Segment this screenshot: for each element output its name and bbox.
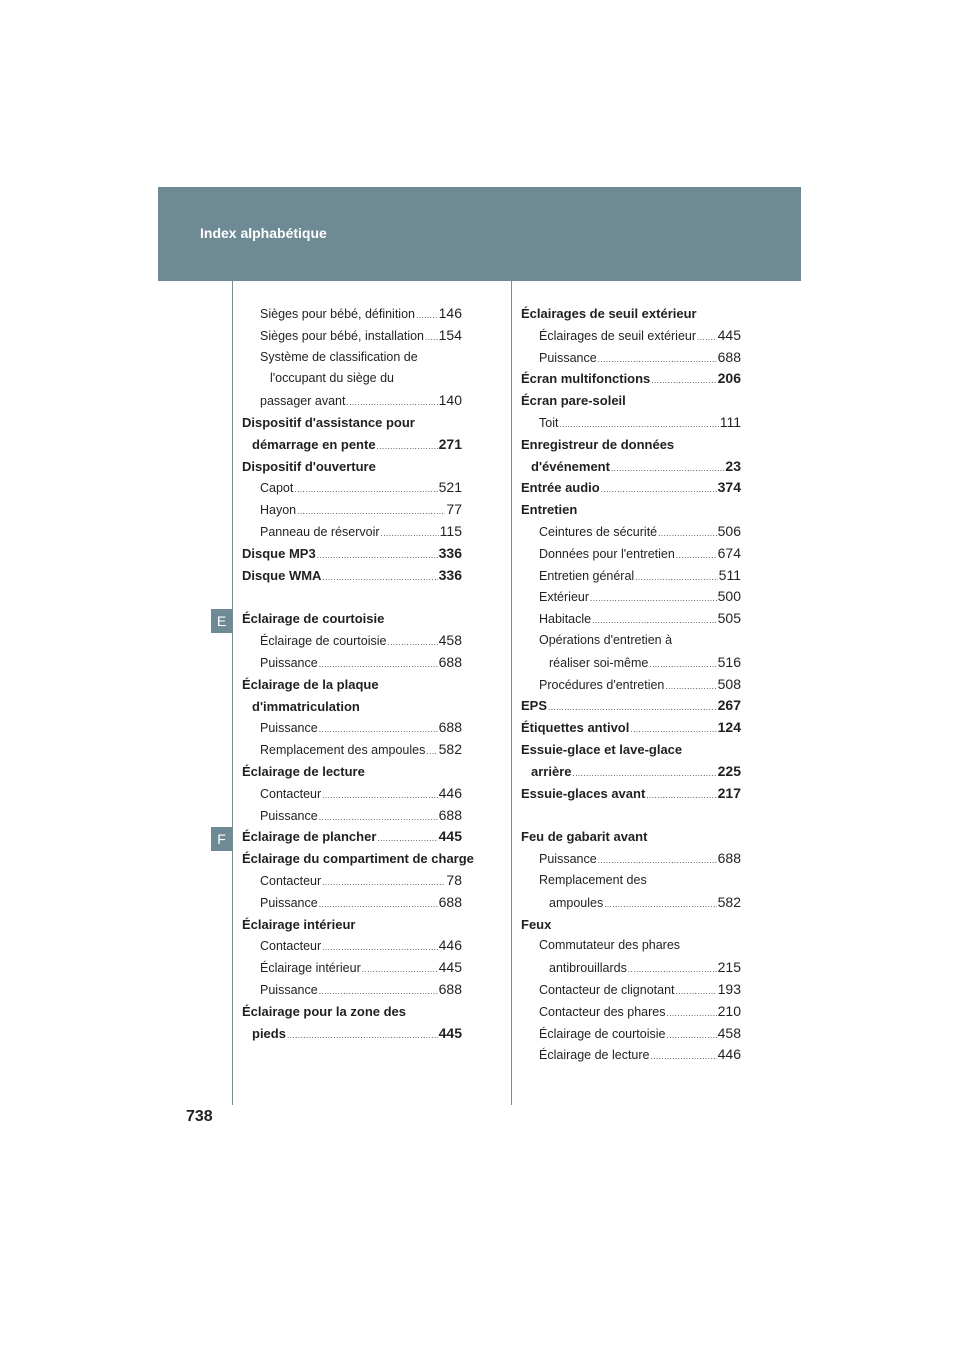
dot-leader (651, 368, 716, 392)
index-entry[interactable] (242, 935, 462, 957)
entry-label: Contacteur (260, 786, 322, 801)
entry-label: Puissance (539, 350, 597, 365)
index-entry (521, 914, 741, 936)
entry-label: Contacteur de clignotant (539, 982, 675, 997)
dot-leader (649, 653, 716, 676)
page-number: 738 (186, 1108, 213, 1125)
index-entry[interactable] (242, 1023, 462, 1045)
entry-page-number[interactable]: 115 (439, 522, 462, 539)
entry-label: Écran multifonctions (521, 371, 651, 387)
entry-label: Disque WMA (242, 567, 322, 583)
dot-leader (572, 761, 716, 785)
entry-label: Entrée audio (521, 480, 600, 496)
entry-label: Commutateur des phares (539, 938, 681, 953)
index-entry[interactable] (521, 368, 741, 390)
dot-leader (635, 566, 717, 589)
index-entry (242, 368, 462, 390)
entry-label: Éclairage de lecture (242, 763, 365, 779)
index-entry[interactable] (242, 543, 462, 565)
index-entry[interactable] (521, 652, 741, 674)
entry-label: Puissance (260, 721, 318, 736)
entry-page-number[interactable]: 458 (438, 632, 462, 649)
entry-label: Essuie-glace et lave-glace (521, 741, 683, 757)
entry-label: Sièges pour bébé, installation (260, 328, 425, 343)
index-entry (242, 608, 462, 630)
entry-page-number[interactable]: 688 (438, 980, 462, 997)
entry-label: Contacteur (260, 939, 322, 954)
dot-leader (630, 717, 716, 741)
index-entry (521, 739, 741, 761)
entry-label: Remplacement des (539, 872, 647, 887)
index-entry[interactable] (521, 586, 741, 608)
index-entry[interactable] (521, 761, 741, 783)
entry-page-number[interactable]: 688 (438, 719, 462, 736)
entry-page-number[interactable]: 445 (717, 326, 741, 343)
dot-leader (548, 695, 717, 719)
entry-page-number[interactable]: 215 (717, 959, 741, 976)
dot-leader (319, 718, 438, 741)
index-entry[interactable] (242, 805, 462, 827)
index-entry[interactable] (242, 521, 462, 543)
index-entry[interactable] (242, 499, 462, 521)
entry-label: Puissance (260, 655, 318, 670)
index-entry[interactable] (521, 456, 741, 478)
entry-page-number[interactable]: 446 (717, 1046, 741, 1063)
entry-page-number[interactable]: 206 (717, 370, 741, 387)
entry-label: Données pour l'entretien (539, 546, 675, 561)
index-entry (242, 674, 462, 696)
entry-page-number[interactable]: 77 (446, 501, 462, 518)
entry-label: Puissance (260, 808, 318, 823)
index-entry (242, 1001, 462, 1023)
dot-leader (322, 936, 437, 959)
entry-page-number[interactable]: 124 (717, 719, 741, 736)
dot-leader (590, 587, 717, 610)
dot-leader (322, 784, 437, 807)
entry-page-number[interactable]: 217 (717, 784, 741, 801)
dot-leader (676, 980, 717, 1003)
section-tab-e[interactable]: E (211, 609, 232, 633)
entry-label: Éclairages de seuil extérieur (521, 306, 697, 321)
dot-leader (604, 893, 716, 916)
index-entry[interactable] (521, 543, 741, 565)
dot-leader (346, 391, 437, 414)
index-entry[interactable] (242, 565, 462, 587)
entry-page-number[interactable]: 688 (438, 653, 462, 670)
entry-label: Enregistreur de données (521, 436, 675, 452)
section-gap (521, 804, 741, 826)
index-entry[interactable] (521, 674, 741, 696)
entry-page-number[interactable]: 505 (717, 610, 741, 627)
entry-label: démarrage en pente (252, 436, 376, 452)
entry-page-number[interactable]: 446 (438, 937, 462, 954)
dot-leader (297, 500, 445, 523)
index-entry[interactable] (521, 717, 741, 739)
dot-leader (294, 478, 437, 501)
index-entry[interactable] (521, 892, 741, 914)
index-column-left (242, 303, 474, 1044)
index-entry[interactable] (242, 979, 462, 1001)
dot-leader (592, 609, 717, 632)
dot-leader (381, 522, 439, 545)
index-entry (242, 347, 462, 369)
dot-leader (322, 565, 437, 589)
entry-label: Éclairage de plancher (242, 829, 377, 845)
entry-page-number[interactable]: 445 (438, 1024, 462, 1041)
index-entry (521, 630, 741, 652)
index-entry[interactable] (521, 1023, 741, 1045)
index-entry[interactable] (242, 783, 462, 805)
dot-leader (319, 980, 438, 1003)
dot-leader (426, 740, 437, 763)
entry-label: d'événement (531, 458, 610, 474)
left-column-rule (232, 281, 233, 1105)
entry-label: Éclairage de lecture (539, 1048, 650, 1063)
dot-leader (287, 1023, 438, 1047)
entry-label: Essuie-glaces avant (521, 785, 646, 801)
entry-label: Entretien général (539, 568, 635, 583)
section-gap (242, 586, 462, 608)
entry-label: Dispositif d'ouverture (242, 458, 376, 474)
index-entry[interactable] (521, 979, 741, 1001)
index-entry[interactable] (242, 325, 462, 347)
dot-leader (646, 783, 716, 807)
index-entry[interactable] (242, 717, 462, 739)
index-entry[interactable] (521, 783, 741, 805)
entry-label: arrière (531, 763, 572, 779)
index-entry[interactable] (242, 870, 462, 892)
index-entry[interactable] (242, 652, 462, 674)
index-entry[interactable] (521, 1001, 741, 1023)
entry-label: Éclairage de courtoisie (539, 1026, 666, 1041)
entry-page-number[interactable]: 225 (717, 762, 741, 779)
entry-label: Écran pare-soleil (521, 393, 626, 409)
index-entry[interactable] (521, 1044, 741, 1066)
index-entry[interactable] (242, 826, 462, 848)
index-entry (242, 456, 462, 478)
entry-label: Remplacement des ampoules (260, 743, 426, 758)
index-entry[interactable] (242, 630, 462, 652)
entry-page-number[interactable]: 210 (717, 1002, 741, 1019)
entry-label: Éclairage pour la zone des (242, 1003, 406, 1019)
dot-leader (611, 456, 724, 480)
entry-page-number[interactable]: 500 (717, 588, 741, 605)
entry-page-number[interactable]: 508 (717, 675, 741, 692)
index-entry (521, 390, 741, 412)
entry-label: Hayon (260, 503, 297, 518)
entry-label: Entretien (521, 502, 578, 518)
dot-leader (362, 958, 438, 981)
dot-leader (697, 326, 717, 349)
entry-page-number[interactable]: 271 (438, 435, 462, 452)
entry-label: Étiquettes antivol (521, 720, 630, 736)
entry-page-number[interactable]: 506 (717, 522, 741, 539)
entry-page-number[interactable]: 23 (725, 457, 741, 474)
index-entry[interactable] (521, 565, 741, 587)
index-entry (521, 935, 741, 957)
entry-page-number[interactable]: 688 (717, 850, 741, 867)
entry-label: EPS (521, 698, 548, 714)
dot-leader (676, 544, 717, 567)
entry-label: Éclairage intérieur (260, 961, 361, 976)
entry-page-number[interactable]: 688 (438, 806, 462, 823)
entry-label: Contacteur (260, 873, 322, 888)
section-tab-f[interactable]: F (211, 827, 232, 851)
index-entry[interactable] (521, 521, 741, 543)
index-entry (242, 696, 462, 718)
entry-label: Éclairage du compartiment de charge (242, 851, 474, 867)
dot-leader (319, 653, 438, 676)
entry-page-number[interactable]: 154 (438, 326, 462, 343)
index-entry (242, 761, 462, 783)
index-entry[interactable] (242, 434, 462, 456)
entry-label: Extérieur (539, 590, 590, 605)
entry-label: réaliser soi-même (549, 655, 649, 670)
index-entry[interactable] (242, 892, 462, 914)
index-entry (521, 303, 741, 325)
entry-page-number[interactable]: 445 (438, 959, 462, 976)
dot-leader (377, 826, 437, 850)
index-entry[interactable] (521, 412, 741, 434)
entry-page-number[interactable]: 445 (438, 828, 462, 845)
dot-leader (317, 543, 438, 567)
entry-page-number[interactable]: 193 (717, 980, 741, 997)
entry-page-number[interactable]: 446 (438, 784, 462, 801)
dot-leader (559, 413, 718, 436)
entry-label: Ceintures de sécurité (539, 524, 658, 539)
entry-label: Opérations d'entretien à (539, 632, 673, 647)
index-entry (521, 870, 741, 892)
entry-label: Éclairage de courtoisie (260, 634, 387, 649)
entry-page-number[interactable]: 78 (446, 871, 462, 888)
entry-page-number[interactable]: 511 (718, 566, 741, 583)
entry-page-number[interactable]: 336 (438, 566, 462, 583)
index-entry[interactable] (521, 477, 741, 499)
entry-label: Feu de gabarit avant (521, 829, 648, 845)
entry-page-number[interactable]: 267 (717, 697, 741, 714)
index-entry[interactable] (521, 347, 741, 369)
entry-label: d'immatriculation (252, 698, 360, 714)
entry-page-number[interactable]: 674 (717, 544, 741, 561)
dot-leader (666, 1024, 716, 1047)
index-entry[interactable] (242, 303, 462, 325)
entry-label: Dispositif d'assistance pour (242, 414, 415, 430)
index-entry (521, 826, 741, 848)
entry-page-number[interactable]: 582 (717, 893, 741, 910)
entry-label: Disque MP3 (242, 545, 316, 561)
index-entry (521, 434, 741, 456)
dot-leader (598, 849, 717, 872)
entry-label: Capot (260, 481, 294, 496)
entry-label: Puissance (260, 895, 318, 910)
index-entry[interactable] (521, 325, 741, 347)
dot-leader (666, 1002, 716, 1025)
index-entry[interactable] (521, 608, 741, 630)
dot-leader (665, 675, 716, 698)
dot-leader (416, 304, 438, 327)
dot-leader (598, 348, 717, 371)
index-entry (521, 499, 741, 521)
entry-label: Éclairage de courtoisie (242, 611, 385, 627)
index-entry[interactable] (242, 477, 462, 499)
index-entry[interactable] (242, 739, 462, 761)
index-entry[interactable] (242, 390, 462, 412)
entry-page-number[interactable]: 521 (438, 479, 462, 496)
entry-page-number[interactable]: 374 (717, 479, 741, 496)
index-entry[interactable] (242, 957, 462, 979)
dot-leader (377, 434, 438, 458)
entry-page-number[interactable]: 111 (719, 413, 741, 430)
entry-label: Puissance (539, 852, 597, 867)
entry-label: antibrouillards (549, 961, 627, 976)
index-entry (242, 412, 462, 434)
right-column-rule (511, 281, 512, 1105)
entry-label: Toit (539, 415, 559, 430)
entry-label: Panneau de réservoir (260, 524, 380, 539)
entry-label: Éclairages de seuil extérieur (539, 328, 697, 343)
entry-page-number[interactable]: 140 (438, 392, 462, 409)
index-entry[interactable] (521, 957, 741, 979)
dot-leader (322, 871, 445, 894)
entry-page-number[interactable]: 688 (717, 348, 741, 365)
entry-label: Éclairage intérieur (242, 916, 356, 932)
entry-page-number[interactable]: 516 (717, 653, 741, 670)
entry-page-number[interactable]: 688 (438, 893, 462, 910)
entry-label: Procédures d'entretien (539, 677, 665, 692)
header-title: Index alphabétique (200, 225, 327, 241)
entry-label: ampoules (549, 895, 604, 910)
entry-label: l'occupant du siège du (270, 371, 395, 386)
entry-label: Système de classification de (260, 349, 418, 364)
dot-leader (650, 1045, 716, 1068)
dot-leader (601, 477, 717, 501)
entry-label: Sièges pour bébé, définition (260, 307, 415, 321)
dot-leader (628, 958, 717, 981)
dot-leader (658, 522, 717, 545)
dot-leader (319, 893, 438, 916)
dot-leader (387, 631, 437, 654)
index-entry[interactable] (521, 695, 741, 717)
index-entry (242, 848, 474, 870)
entry-page-number[interactable]: 458 (717, 1024, 741, 1041)
entry-label: Feux (521, 916, 552, 932)
entry-label: Éclairage de la plaque (242, 676, 379, 692)
page-header (158, 187, 801, 281)
entry-label: Puissance (260, 982, 318, 997)
index-column-right (521, 303, 741, 1066)
entry-page-number[interactable]: 336 (438, 544, 462, 561)
entry-label: Habitacle (539, 612, 592, 627)
entry-label: Contacteur des phares (539, 1004, 666, 1019)
index-entry[interactable] (521, 848, 741, 870)
entry-label: pieds (252, 1025, 286, 1041)
dot-leader (319, 806, 438, 829)
entry-label: passager avant (260, 394, 346, 409)
dot-leader (425, 326, 438, 349)
entry-page-number[interactable]: 582 (438, 741, 462, 758)
index-entry (242, 914, 462, 936)
entry-page-number[interactable]: 146 (438, 305, 462, 321)
